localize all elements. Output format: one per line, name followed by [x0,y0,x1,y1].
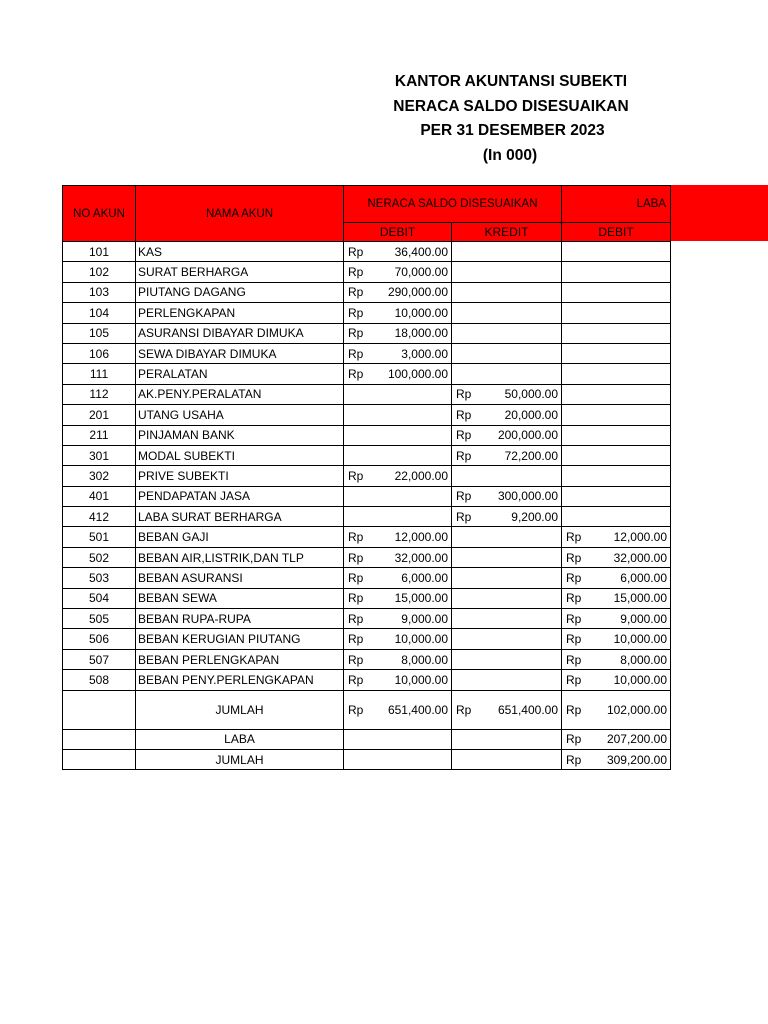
laba-debit-cell [562,445,671,465]
account-name: PERALATAN [136,364,344,384]
laba-debit-cell [562,405,671,425]
currency-label: Rp [348,652,364,667]
account-number: 102 [63,262,136,282]
amount: 651,400.00 [387,702,448,717]
kredit-cell [452,405,562,425]
debit-cell [344,527,452,547]
kredit-cell [452,242,562,262]
debit-total-cell [344,729,452,749]
account-name: BEBAN RUPA-RUPA [136,609,344,629]
currency-label: Rp [566,672,582,687]
laba-row [63,729,671,749]
report-unit: (In 000) [482,146,538,164]
laba-debit-total-cell [562,749,671,769]
account-row [63,486,671,506]
kredit-cell [452,343,562,363]
amount: 15,000.00 [613,591,667,606]
currency-label: Rp [348,702,364,717]
currency-label: Rp [348,346,364,361]
debit-total-cell [344,690,452,729]
kredit-total-cell [452,729,562,749]
kredit-cell [452,384,562,404]
debit-cell [344,384,452,404]
amount: 9,000.00 [620,611,667,626]
header-neraca-saldo-group: NERACA SALDO DISESUAIKAN [344,186,562,223]
amount: 309,200.00 [606,752,667,767]
account-name: BEBAN ASURANSI [136,568,344,588]
debit-cell [344,649,452,669]
header-kredit: KREDIT [452,223,562,242]
debit-cell [344,282,452,302]
kredit-cell [452,323,562,343]
laba-debit-cell [562,649,671,669]
debit-cell [344,670,452,690]
amount: 10,000.00 [613,672,667,687]
amount: 36,400.00 [394,244,448,259]
account-row [63,364,671,384]
account-name: PRIVE SUBEKTI [136,466,344,486]
account-number: 506 [63,629,136,649]
amount: 8,000.00 [401,652,448,667]
currency-label: Rp [348,632,364,647]
amount: 9,200.00 [511,509,558,524]
account-number: 502 [63,547,136,567]
account-row [63,649,671,669]
debit-cell [344,507,452,527]
laba-debit-cell [562,609,671,629]
currency-label: Rp [566,550,582,565]
currency-label: Rp [456,489,472,504]
account-name: SEWA DIBAYAR DIMUKA [136,343,344,363]
company-name: KANTOR AKUNTANSI SUBEKTI [394,73,628,90]
currency-label: Rp [348,367,364,382]
debit-cell [344,486,452,506]
account-row [63,527,671,547]
kredit-cell [452,527,562,547]
debit-cell [344,242,452,262]
laba-debit-cell [562,242,671,262]
account-row [63,466,671,486]
currency-label: Rp [566,752,582,767]
currency-label: Rp [348,591,364,606]
account-name: PIUTANG DAGANG [136,282,344,302]
account-row [63,629,671,649]
laba-debit-cell [562,466,671,486]
kredit-cell [452,445,562,465]
kredit-cell [452,609,562,629]
jumlah-final-row [63,749,671,769]
account-number: 106 [63,343,136,363]
account-name: BEBAN PENY.PERLENGKAPAN [136,670,344,690]
kredit-cell [452,568,562,588]
amount: 651,400.00 [497,702,558,717]
currency-label: Rp [566,591,582,606]
header-nama-akun: NAMA AKUN [136,186,344,242]
jumlah-final-row-label: JUMLAH [136,749,344,769]
debit-cell [344,425,452,445]
laba-debit-cell [562,629,671,649]
currency-label: Rp [566,632,582,647]
amount: 22,000.00 [394,468,448,483]
currency-label: Rp [566,652,582,667]
laba-debit-cell [562,568,671,588]
amount: 3,000.00 [401,346,448,361]
header-debit: DEBIT [344,223,452,242]
account-number: 101 [63,242,136,262]
kredit-cell [452,507,562,527]
laba-debit-cell [562,364,671,384]
account-row [63,262,671,282]
currency-label: Rp [348,305,364,320]
trial-balance-table [62,185,671,770]
account-number: 501 [63,527,136,547]
account-number: 112 [63,384,136,404]
amount: 70,000.00 [394,265,448,280]
currency-label: Rp [566,570,582,585]
kredit-cell [452,425,562,445]
account-row [63,384,671,404]
debit-cell [344,262,452,282]
currency-label: Rp [348,530,364,545]
account-name: BEBAN SEWA [136,588,344,608]
currency-label: Rp [348,265,364,280]
account-row [63,303,671,323]
laba-debit-cell [562,303,671,323]
laba-debit-total-cell [562,729,671,749]
account-number: 211 [63,425,136,445]
amount: 6,000.00 [401,570,448,585]
account-row [63,323,671,343]
empty-cell [63,749,136,769]
account-number: 503 [63,568,136,588]
amount: 20,000.00 [504,407,558,422]
kredit-total-cell [452,749,562,769]
amount: 300,000.00 [497,489,558,504]
account-row [63,547,671,567]
laba-debit-cell [562,282,671,302]
header-laba-group: LABA [562,186,671,223]
account-row [63,609,671,629]
amount: 10,000.00 [394,632,448,647]
amount: 102,000.00 [606,702,667,717]
currency-label: Rp [348,468,364,483]
account-number: 504 [63,588,136,608]
account-name: BEBAN KERUGIAN PIUTANG [136,629,344,649]
account-name: KAS [136,242,344,262]
amount: 50,000.00 [504,387,558,402]
currency-label: Rp [348,285,364,300]
laba-debit-cell [562,323,671,343]
header-laba-debit: DEBIT [562,223,671,242]
laba-debit-cell [562,262,671,282]
debit-cell [344,588,452,608]
currency-label: Rp [348,326,364,341]
kredit-total-cell [452,690,562,729]
currency-label: Rp [456,407,472,422]
currency-label: Rp [348,672,364,687]
debit-cell [344,466,452,486]
amount: 6,000.00 [620,570,667,585]
laba-debit-total-cell [562,690,671,729]
jumlah-row-label: JUMLAH [136,690,344,729]
account-row [63,670,671,690]
account-name: SURAT BERHARGA [136,262,344,282]
debit-cell [344,609,452,629]
amount: 100,000.00 [387,367,448,382]
amount: 12,000.00 [613,530,667,545]
empty-cell [63,690,136,729]
debit-cell [344,323,452,343]
empty-cell [63,729,136,749]
laba-header-overflow-fill [669,185,768,241]
amount: 32,000.00 [394,550,448,565]
account-row [63,507,671,527]
laba-debit-cell [562,547,671,567]
amount: 207,200.00 [606,732,667,747]
currency-label: Rp [456,509,472,524]
amount: 8,000.00 [620,652,667,667]
account-number: 401 [63,486,136,506]
amount: 12,000.00 [394,530,448,545]
account-name: BEBAN PERLENGKAPAN [136,649,344,669]
account-number: 111 [63,364,136,384]
account-name: LABA SURAT BERHARGA [136,507,344,527]
kredit-cell [452,629,562,649]
account-number: 505 [63,609,136,629]
amount: 18,000.00 [394,326,448,341]
account-name: PENDAPATAN JASA [136,486,344,506]
account-number: 105 [63,323,136,343]
account-row [63,242,671,262]
account-row [63,425,671,445]
account-name: PERLENGKAPAN [136,303,344,323]
amount: 32,000.00 [613,550,667,565]
report-title [340,70,740,168]
debit-cell [344,343,452,363]
currency-label: Rp [456,387,472,402]
kredit-cell [452,364,562,384]
laba-debit-cell [562,588,671,608]
account-row [63,445,671,465]
kredit-cell [452,547,562,567]
account-name: UTANG USAHA [136,405,344,425]
account-row [63,568,671,588]
debit-cell [344,568,452,588]
kredit-cell [452,303,562,323]
account-number: 508 [63,670,136,690]
amount: 72,200.00 [504,448,558,463]
account-number: 201 [63,405,136,425]
currency-label: Rp [566,611,582,626]
account-row [63,282,671,302]
header-no-akun: NO AKUN [63,186,136,242]
amount: 10,000.00 [394,672,448,687]
kredit-cell [452,588,562,608]
kredit-cell [452,262,562,282]
amount: 15,000.00 [394,591,448,606]
amount: 290,000.00 [387,285,448,300]
debit-cell [344,364,452,384]
laba-debit-cell [562,507,671,527]
report-period: PER 31 DESEMBER 2023 [420,122,605,139]
amount: 10,000.00 [394,305,448,320]
laba-row-label: LABA [136,729,344,749]
currency-label: Rp [348,570,364,585]
laba-debit-cell [562,425,671,445]
account-number: 301 [63,445,136,465]
currency-label: Rp [348,611,364,626]
debit-cell [344,303,452,323]
report-name: NERACA SALDO DISESUAIKAN [393,97,629,115]
account-name: ASURANSI DIBAYAR DIMUKA [136,323,344,343]
currency-label: Rp [348,244,364,259]
jumlah-row [63,690,671,729]
laba-debit-cell [562,343,671,363]
account-row [63,588,671,608]
amount: 200,000.00 [497,428,558,443]
currency-label: Rp [456,702,472,717]
currency-label: Rp [566,702,582,717]
kredit-cell [452,282,562,302]
currency-label: Rp [348,550,364,565]
account-number: 103 [63,282,136,302]
debit-cell [344,547,452,567]
debit-total-cell [344,749,452,769]
kredit-cell [452,486,562,506]
account-number: 412 [63,507,136,527]
kredit-cell [452,670,562,690]
laba-debit-cell [562,486,671,506]
debit-cell [344,629,452,649]
account-name: PINJAMAN BANK [136,425,344,445]
laba-debit-cell [562,384,671,404]
account-row [63,343,671,363]
account-row [63,405,671,425]
currency-label: Rp [456,448,472,463]
kredit-cell [452,466,562,486]
laba-debit-cell [562,527,671,547]
account-number: 302 [63,466,136,486]
kredit-cell [452,649,562,669]
account-name: BEBAN AIR,LISTRIK,DAN TLP [136,547,344,567]
account-number: 104 [63,303,136,323]
account-name: MODAL SUBEKTI [136,445,344,465]
laba-debit-cell [562,670,671,690]
amount: 10,000.00 [613,632,667,647]
debit-cell [344,405,452,425]
account-name: AK.PENY.PERALATAN [136,384,344,404]
account-number: 507 [63,649,136,669]
debit-cell [344,445,452,465]
currency-label: Rp [456,428,472,443]
currency-label: Rp [566,732,582,747]
currency-label: Rp [566,530,582,545]
account-name: BEBAN GAJI [136,527,344,547]
amount: 9,000.00 [401,611,448,626]
